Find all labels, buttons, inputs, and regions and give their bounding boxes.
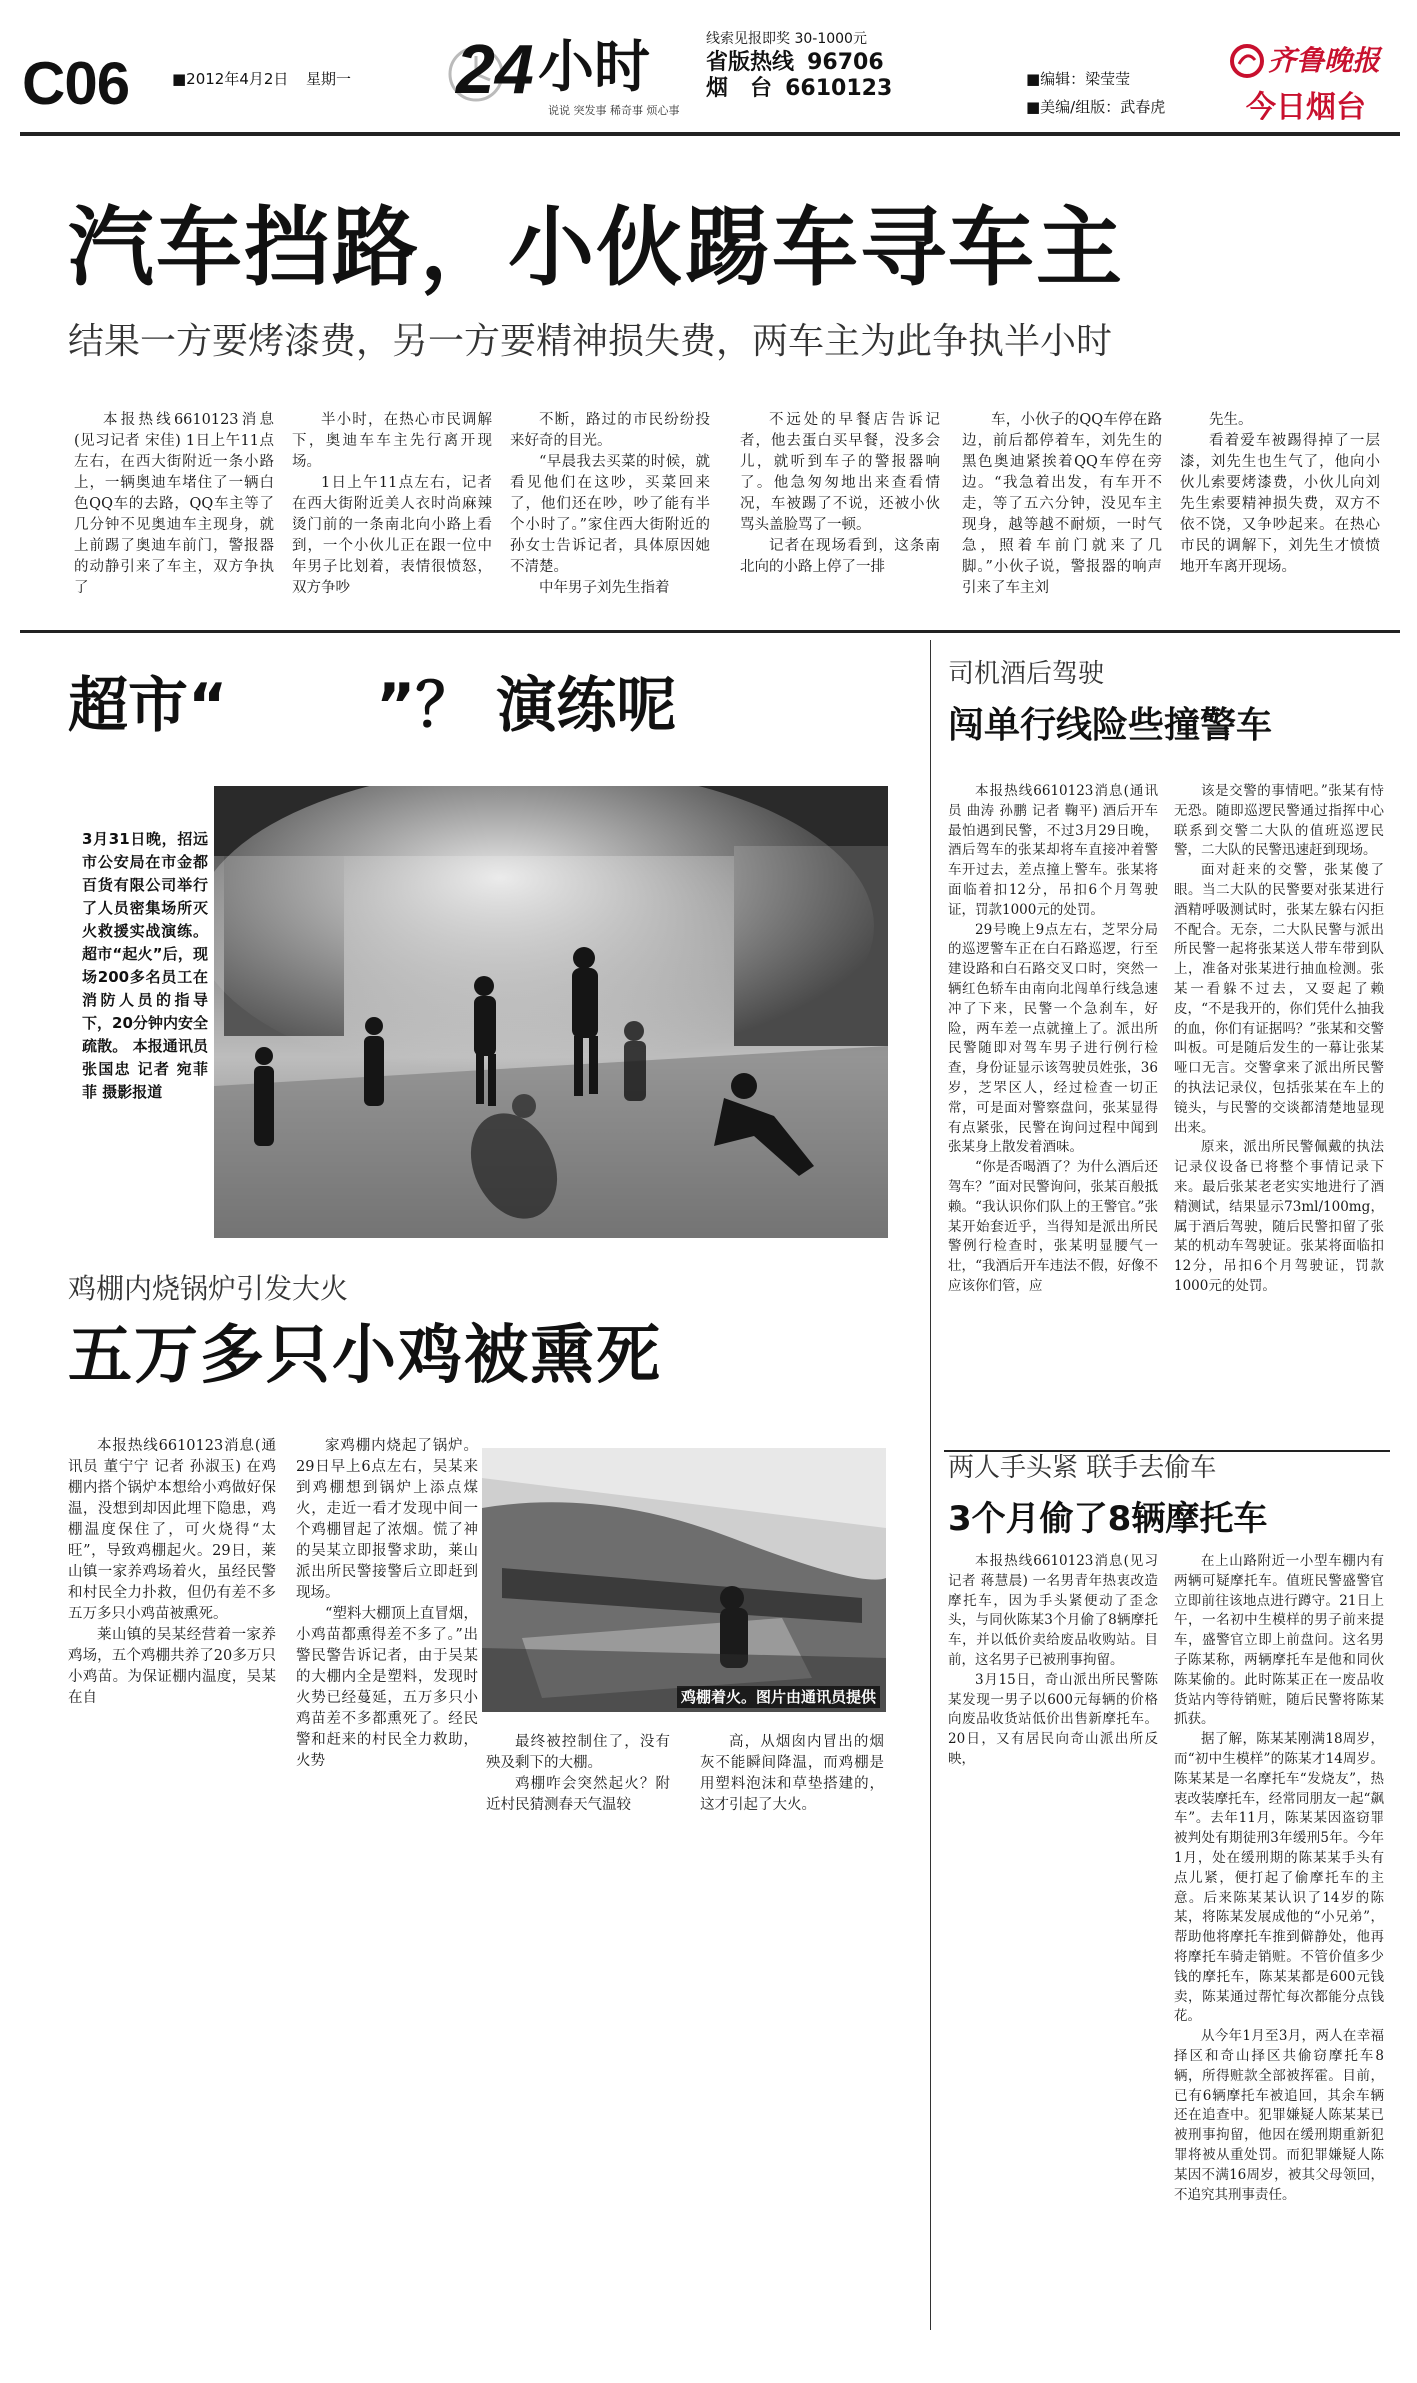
article5-kicker: 两人手头紧 联手去偷车 [948, 1453, 1217, 1483]
paragraph: 原来，派出所民警佩戴的执法记录仪设备已将整个事情记录下来。最后张某老老实实地进行了酒精测试，结果显示73ml/100mg，属于酒后驾驶，随后民警扣留了张某的机动车驾驶证。张某将面临扣12分，吊扣6个月驾驶证，罚款1000元的处罚。 [1174, 1139, 1384, 1294]
chicken-photo-caption: 鸡棚着火。图片由通讯员提供 [677, 1686, 880, 1708]
designer-credit: ■美编/组版：武春虎 [1026, 98, 1166, 116]
issue-date: ■2012年4月2日 [172, 70, 289, 88]
hotline-row [706, 50, 884, 76]
paragraph: 中年男子刘先生指着 [539, 580, 670, 596]
article4-col-2 [1174, 782, 1384, 1454]
paragraph: 半小时，在热心市民调解下，奥迪车车主先行离开现场。 [292, 412, 492, 470]
paragraph: “早晨我去买菜的时候，就看见他们在这吵，买菜回来了，他们还在吵，吵了能有半个小时了。”家住西大街附近的孙女士告诉记者，具体原因她不清楚。 [510, 454, 710, 575]
article5-headline: 3个月偷了8辆摩托车 [948, 1499, 1268, 1539]
chicken-coop-photo [482, 1448, 886, 1712]
paragraph: 不远处的早餐店告诉记者，他去蛋白买早餐，没多会儿，就听到车子的警报器响了。他急匆匆地出来查看情况，车被踢了不说，还被小伙骂头盖脸骂了一顿。 [740, 412, 940, 533]
logo-slogan: 说说 突发事 稀奇事 烦心事 [548, 104, 680, 117]
section-logo [448, 30, 698, 120]
article4-headline: 闯单行线险些撞警车 [948, 705, 1273, 746]
article3-kicker: 鸡棚内烧锅炉引发大火 [68, 1272, 349, 1305]
article3-col-1 [68, 1436, 276, 1770]
article3-col-4 [700, 1732, 884, 1842]
masthead [0, 0, 1417, 140]
logo-text: 小时 [538, 35, 650, 100]
yantai-label: 烟 台 [706, 76, 773, 101]
paragraph: 本报热线6610123消息(见习记者 宋佳) 1日上午11点左右，在西大街附近一条小路上，一辆奥迪车堵住了一辆白色QQ车的去路，QQ车主等了几分钟不见奥迪车主现身，就上前踢了奥迪车前门，警报器的动静引来了车主，双方争执了 [74, 412, 274, 596]
paragraph: 车，小伙子的QQ车停在路边，前后都停着车，刘先生的黑色奥迪紧挨着QQ车停在旁边。“我急着出发，有车开不走，等了五六分钟，没见车主现身，越等越不耐烦，一时气急，照着车前门就来了几脚。”小伙子说，警报器的响声引来了车主刘 [962, 412, 1162, 596]
paragraph: 莱山镇的吴某经营着一家养鸡场，五个鸡棚共养了20多万只小鸡苗。为保证棚内温度，吴某在自 [68, 1627, 276, 1706]
article1-col-6 [1180, 410, 1380, 618]
page-number: C06 [22, 50, 130, 117]
drill-photo-image [214, 786, 888, 1238]
article5-col-1 [948, 1552, 1158, 1800]
paragraph: 本报热线6610123消息(通讯员 董宁宁 记者 孙淑玉) 在鸡棚内搭个锅炉本想给小鸡做好保温，没想到却因此埋下隐患，鸡棚温度保住了，可火烧得“太旺”，导致鸡棚起火。29日，莱山镇一家养鸡场着火，虽经民警和村民全力扑救，但仍有差不多五万多只小鸡苗被熏死。 [68, 1438, 276, 1622]
article2-caption: 3月31日晚，招远市公安局在市金都百货有限公司举行了人员密集场所灭火救援实战演练。超市“起火”后，现场200多名员工在消防人员的指导下，20分钟内安全疏散。 本报通讯员 张国忠 记者 宛菲菲 摄影报道 [82, 830, 208, 1101]
paragraph: 据了解，陈某某刚满18周岁，而“初中生模样”的陈某才14周岁。陈某某是一名摩托车“发烧友”，热衷改装摩托车，经常同朋友一起“飙车”。去年11月，陈某某因盗窃罪被判处有期徒刑3年缓刑5年。今年1月，处在缓刑期的陈某某手头有点儿紧，便打起了偷摩托车的主意。后来陈某某认识了14岁的陈某，将陈某发展成他的“小兄弟”，帮助他将摩托车推到僻静处，他再将摩托车骑走销赃。不管价值多少钱的摩托车，陈某某都是600元钱卖，陈某通过帮忙每次都能分点钱花。 [1174, 1731, 1384, 2025]
edition-name: 今日烟台 [1246, 90, 1366, 125]
paragraph: 在上山路附近一小型车棚内有两辆可疑摩托车。值班民警盛警官立即前往该地点进行蹲守。21日上午，一名初中生模样的男子前来提车，盛警官立即上前盘问。这名男子陈某称，两辆摩托车是他和同伙陈某偷的。此时陈某正在一废品收货站内等待销赃，随后民警将陈某抓获。 [1174, 1553, 1384, 1728]
article3-col-3 [486, 1732, 670, 1842]
prize-note: 线索见报即奖 30-1000元 [706, 31, 867, 47]
yantai-row [706, 76, 892, 102]
paragraph: 本报热线6610123消息(通讯员 曲涛 孙鹏 记者 鞠平) 酒后开车最怕遇到民警，不过3月29日晚，酒后驾车的张某却将车直接冲着警车开过去，差点撞上警车。张某将面临着扣12分，吊扣6个月驾驶证，罚款1000元的处罚。 [948, 783, 1158, 918]
yantai-number: 6610123 [785, 76, 893, 101]
paragraph: 鸡棚咋会突然起火？附近村民猜测春天气温较 [486, 1776, 670, 1813]
paper-logo-icon [1230, 44, 1264, 78]
chicken-coop-photo-image [482, 1448, 886, 1712]
hotline-label: 省版热线 [706, 50, 795, 75]
article3-headline: 五万多只小鸡被熏死 [68, 1319, 662, 1393]
paragraph: “塑料大棚顶上直冒烟，小鸡苗都熏得差不多了。”出警民警告诉记者，由于吴某的大棚内全是塑料，发现时火势已经蔓延，五万多只小鸡苗差不多都熏死了。经民警和赶来的村民全力救助，火势 [296, 1606, 478, 1769]
masthead-rule [20, 132, 1400, 136]
article1-bottom-rule [20, 630, 1400, 633]
article1-col-2 [292, 410, 492, 618]
paragraph: 高，从烟囱内冒出的烟灰不能瞬间降温，而鸡棚是用塑料泡沫和草垫搭建的，这才引起了大火。 [700, 1734, 884, 1813]
article4-kicker: 司机酒后驾驶 [948, 659, 1105, 689]
paragraph: 先生。 [1209, 412, 1253, 428]
paragraph: 不断，路过的市民纷纷投来好奇的目光。 [510, 412, 710, 449]
paragraph: 看着爱车被踢得掉了一层漆，刘先生也生气了，他向小伙儿索要烤漆费，小伙儿向刘先生索要精神损失费，双方不依不饶，又争吵起来。在热心市民的调解下，刘先生才愤愤地开车离开现场。 [1180, 433, 1380, 575]
paragraph: 面对赶来的交警，张某傻了眼。当二大队的民警要对张某进行酒精呼吸测试时，张某左躲右闪拒不配合。无奈，二大队民警与派出所民警一起将张某送人带车带到队上，准备对张某进行抽血检测。张某一看躲不过去，又耍起了赖皮，“不是我开的，你们凭什么抽我的血，你们有证据吗？”张某和交警叫板。可是随后发生的一幕让张某哑口无言。交警拿来了派出所民警的执法记录仪，包括张某在车上的镜头，与民警的交谈都清楚地显现出来。 [1174, 862, 1384, 1136]
article1-col-5 [962, 410, 1162, 618]
article5-col-2 [1174, 1552, 1384, 2342]
paragraph: 从今年1月至3月，两人在幸福择区和奇山择区共偷窃摩托车8辆，所得赃款全部被挥霍。目前，已有6辆摩托车被追回，其余车辆还在追查中。犯罪嫌疑人陈某某已被刑事拘留，他因在缓刑期重新犯罪将被从重处罚。而犯罪嫌疑人陈某因不满16周岁，被其父母领回，不追究其刑事责任。 [1174, 2028, 1384, 2203]
hotline-number: 96706 [807, 50, 884, 75]
article1-col-1 [74, 410, 274, 618]
paragraph: 记者在现场看到，这条南北向的小路上停了一排 [740, 538, 940, 575]
drill-photo [214, 786, 888, 1238]
article1-headline: 汽车挡路，小伙踢车寻车主 [68, 198, 1124, 298]
editor-credit: ■编辑：梁莹莹 [1026, 70, 1131, 88]
article1-col-3 [510, 410, 710, 618]
article2-headline-left: 超市“ [68, 671, 228, 741]
issue-weekday: 星期一 [306, 70, 352, 88]
paragraph: 1日上午11点左右，记者在西大街附近美人衣时尚麻辣烫门前的一条南北向小路上看到，一个小伙儿正在跟一位中年男子比划着，表情很愤怒，双方争吵 [292, 475, 492, 596]
paper-name: 齐鲁晚报 [1268, 44, 1381, 77]
paragraph: 该是交警的事情吧。”张某有恃无恐。随即巡逻民警通过指挥中心联系到交警二大队的值班巡逻民警，二大队的民警迅速赶到现场。 [1174, 783, 1384, 859]
article4-col-1 [948, 782, 1158, 1454]
article1-col-4 [740, 410, 940, 618]
paragraph: 本报热线6610123消息(见习记者 蒋慧晨) 一名男青年热衷改造摩托车，因为手头紧便动了歪念头，与同伙陈某3个月偷了8辆摩托车，并以低价卖给废品收购站。目前，这名男子已被刑事拘留。 [948, 1553, 1158, 1668]
article1-subhead: 结果一方要烤漆费，另一方要精神损失费，两车主为此争执半小时 [68, 321, 1113, 362]
paragraph: 最终被控制住了，没有殃及剩下的大棚。 [486, 1734, 670, 1771]
logo-number: 24 [456, 30, 534, 108]
paragraph: “你是否喝酒了？为什么酒后还驾车？”面对民警询问，张某百般抵赖。“我认识你们队上的王警官。”张某开始套近乎，当得知是派出所民警例行检查时，张某明显腰气一壮，“我酒后开车违法不假，好像不应该你们管，应 [948, 1159, 1158, 1294]
vertical-divider [930, 640, 931, 2330]
paragraph: 家鸡棚内烧起了锅炉。29日早上6点左右，吴某来到鸡棚想到锅炉上添点煤火，走近一看才发现中间一个鸡棚冒起了浓烟。慌了神的吴某立即报警求助，莱山派出所民警接警后立即赶到现场。 [296, 1438, 478, 1601]
article3-col-2 [296, 1436, 478, 1770]
paragraph: 29号晚上9点左右，芝罘分局的巡逻警车正在白石路巡逻，行至建设路和白石路交叉口时，突然一辆红色轿车由南向北闯单行线急速冲了下来，民警一个急刹车，好险，两车差一点就撞上了。派出所民警随即对驾车男子进行例行检查，身份证显示该驾驶员姓张，36岁，芝罘区人，经过检查一切正常，可是面对警察盘问，张某显得有点紧张，民警在询问过程中闻到张某身上散发着酒味。 [948, 921, 1158, 1156]
article2-headline-right: ”？ 演练呢 [376, 671, 677, 741]
paragraph: 3月15日，奇山派出所民警陈某发现一男子以600元每辆的价格向废品收货站低价出售新摩托车。20日，又有居民向奇山派出所反映， [948, 1671, 1158, 1767]
